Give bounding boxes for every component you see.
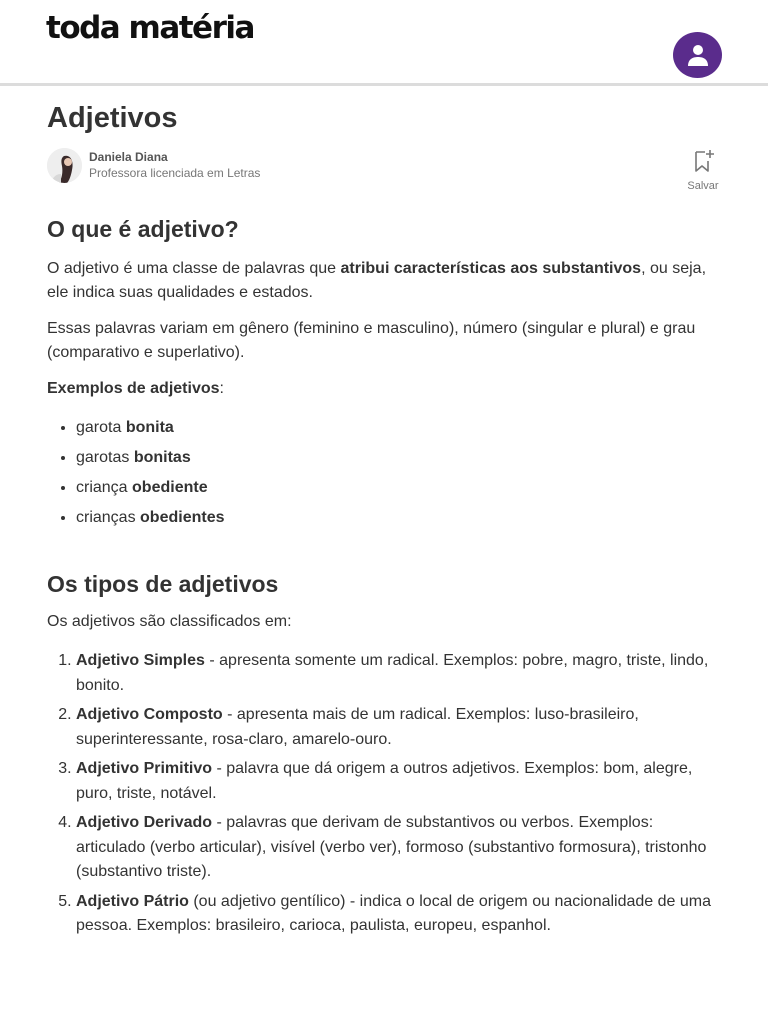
- save-label: Salvar: [687, 180, 719, 192]
- list-item: [76, 503, 721, 533]
- type-name: Adjetivo Primitivo: [76, 760, 213, 777]
- text-span: :: [219, 380, 224, 397]
- type-description: - palavras que derivam de substantivos ou verbos. Exemplos: articulado (verbo articular), visível (verbo ver), formoso (substantivo formosura), tristonho (substantivo triste).: [76, 814, 707, 880]
- section-heading-types: Os tipos de adjetivos: [47, 570, 279, 597]
- types-list: [47, 649, 721, 939]
- example-adjective: bonita: [125, 418, 174, 436]
- paragraph-types-intro: Os adjetivos são classificados em:: [47, 612, 292, 630]
- bold-text: atribui características aos substantivos: [340, 260, 642, 277]
- example-noun: garota: [76, 418, 122, 436]
- example-adjective: obedientes: [140, 508, 225, 526]
- example-adjective: bonitas: [133, 448, 191, 466]
- examples-list: [47, 413, 721, 533]
- paragraph-variation: Essas palavras variam em gênero (feminino e masculino), número (singular e plural) e grau (comparativo e superlativo).: [47, 320, 696, 361]
- type-description: - apresenta mais de um radical. Exemplos: luso-brasileiro, superinteressante, rosa-claro, amarelo-ouro.: [76, 706, 639, 748]
- section-heading-what-is: O que é adjetivo?: [47, 216, 239, 242]
- type-name: Adjetivo Simples: [76, 652, 205, 669]
- type-description: - apresenta somente um radical. Exemplos: pobre, magro, triste, lindo, bonito.: [76, 652, 709, 694]
- list-item: [76, 890, 721, 939]
- list-item: [76, 757, 721, 806]
- list-item: [76, 473, 721, 503]
- article: [0, 100, 768, 939]
- example-noun: garotas: [76, 448, 130, 466]
- save-button[interactable]: [683, 148, 723, 192]
- type-name: Adjetivo Derivado: [76, 814, 213, 831]
- list-item: [76, 703, 721, 752]
- text-span: O adjetivo é uma classe de palavras que: [47, 260, 341, 277]
- type-name: Adjetivo Pátrio: [76, 892, 189, 910]
- author-name[interactable]: Daniela Diana: [89, 150, 168, 164]
- type-description: - palavra que dá origem a outros adjetivos. Exemplos: bom, alegre, puro, triste, notável.: [76, 760, 693, 802]
- page-title: Adjetivos: [47, 102, 178, 134]
- bold-text: Exemplos de adjetivos: [47, 380, 220, 397]
- type-description: (ou adjetivo gentílico) - indica o local de origem ou nacionalidade de uma pessoa. Exemplos: brasileiro, carioca, paulista, europeu, espanhol.: [76, 892, 711, 934]
- bookmark-add-icon: [690, 148, 716, 174]
- site-header: [0, 0, 768, 86]
- list-item: [76, 811, 721, 885]
- author-avatar[interactable]: [47, 148, 82, 183]
- account-button[interactable]: [673, 32, 722, 78]
- examples-label: [47, 377, 721, 401]
- type-name: Adjetivo Composto: [76, 706, 223, 723]
- paragraph-definition: [47, 257, 721, 304]
- site-logo[interactable]: toda matéria: [46, 10, 254, 46]
- list-item: [76, 649, 721, 698]
- text-span: , ou seja, ele indica suas qualidades e estados.: [47, 260, 707, 301]
- author-info: [47, 148, 721, 198]
- user-icon: [686, 43, 710, 67]
- example-noun: crianças: [76, 508, 136, 526]
- example-noun: criança: [76, 478, 128, 496]
- list-item: [76, 413, 721, 443]
- list-item: [76, 443, 721, 473]
- author-photo-icon: [47, 148, 82, 183]
- author-role: Professora licenciada em Letras: [89, 166, 261, 180]
- example-adjective: obediente: [132, 478, 208, 496]
